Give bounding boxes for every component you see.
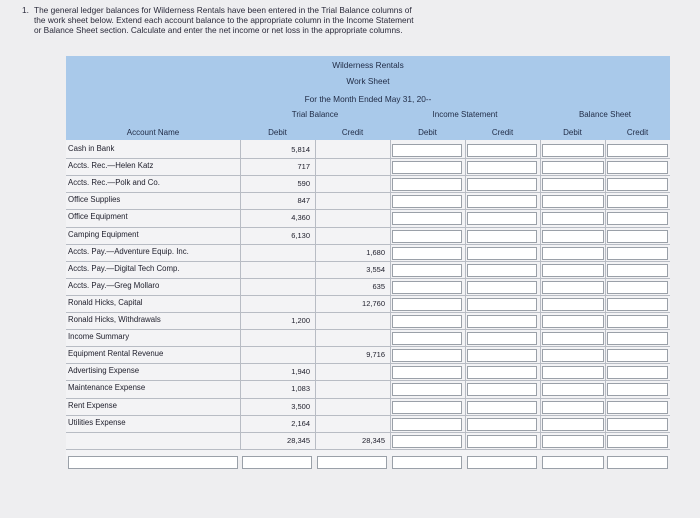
account-name: Accts. Pay.—Adventure Equip. Inc. bbox=[68, 246, 189, 256]
is-debit-input[interactable] bbox=[392, 247, 462, 260]
company-name: Wilderness Rentals bbox=[332, 60, 404, 70]
worksheet bbox=[66, 56, 670, 460]
bs-debit-input[interactable] bbox=[542, 418, 604, 431]
tb-debit-value bbox=[242, 332, 312, 344]
account-name: Ronald Hicks, Withdrawals bbox=[68, 315, 161, 324]
is-debit-input[interactable] bbox=[392, 281, 462, 294]
tb-credit-value: 635 bbox=[372, 281, 385, 291]
is-credit-heading: Credit bbox=[491, 128, 514, 137]
tb-debit-value: 28,345 bbox=[287, 435, 310, 445]
tb-debit-value: 717 bbox=[297, 162, 310, 172]
account-name: Advertising Expense bbox=[68, 366, 140, 376]
is-credit-input[interactable] bbox=[467, 383, 537, 396]
is-debit-input[interactable] bbox=[392, 144, 462, 157]
instructions-line-3: or Balance Sheet section. Calculate and enter the net income or net loss in the appropriate columns. bbox=[34, 25, 403, 35]
bs-credit-input[interactable] bbox=[607, 401, 668, 414]
is-debit-input[interactable] bbox=[392, 418, 462, 431]
account-name: Equipment Rental Revenue bbox=[68, 349, 164, 359]
income-statement-heading: Income Statement bbox=[432, 110, 498, 119]
bs-credit-input[interactable] bbox=[607, 178, 668, 191]
bs-debit-input[interactable] bbox=[542, 264, 604, 277]
bs-debit-input[interactable] bbox=[542, 161, 604, 174]
tb-credit-value bbox=[317, 315, 387, 327]
is-credit-input[interactable] bbox=[467, 247, 537, 260]
tb-debit-value: 1,940 bbox=[291, 367, 310, 377]
is-debit-input[interactable] bbox=[392, 178, 462, 191]
account-name: Accts. Pay.—Digital Tech Comp. bbox=[68, 263, 180, 273]
grid-hline bbox=[66, 227, 670, 228]
bs-debit-input[interactable] bbox=[542, 349, 604, 362]
balance-sheet-heading: Balance Sheet bbox=[578, 110, 632, 119]
account-name: Rent Expense bbox=[68, 400, 117, 410]
net-income-input[interactable] bbox=[242, 456, 312, 469]
bs-credit-input[interactable] bbox=[607, 161, 668, 174]
tb-debit-value bbox=[242, 247, 312, 259]
bs-debit-input[interactable] bbox=[542, 332, 604, 345]
instructions bbox=[22, 5, 504, 35]
is-credit-input[interactable] bbox=[467, 230, 537, 243]
is-credit-input[interactable] bbox=[467, 456, 537, 469]
tb-credit-value bbox=[317, 366, 387, 378]
grid-hline bbox=[66, 295, 670, 296]
grid-hline bbox=[66, 380, 670, 381]
bs-credit-input[interactable] bbox=[607, 264, 668, 277]
tb-credit-value: 9,716 bbox=[366, 350, 385, 360]
is-debit-input[interactable] bbox=[392, 230, 462, 243]
bs-debit-input[interactable] bbox=[542, 298, 604, 311]
bs-credit-input[interactable] bbox=[607, 247, 668, 260]
grid-hline bbox=[66, 158, 670, 159]
bs-credit-input[interactable] bbox=[607, 315, 668, 328]
bs-credit-input[interactable] bbox=[607, 281, 668, 294]
bs-credit-input[interactable] bbox=[607, 456, 668, 469]
bs-debit-heading: Debit bbox=[563, 128, 582, 137]
tb-debit-value bbox=[242, 349, 312, 361]
is-debit-input[interactable] bbox=[392, 366, 462, 379]
account-name: Accts. Pay.—Greg Mollaro bbox=[68, 280, 160, 290]
tb-credit-value bbox=[317, 418, 387, 430]
bs-credit-input[interactable] bbox=[607, 383, 668, 396]
account-name: Camping Equipment bbox=[68, 229, 139, 239]
account-name: Office Equipment bbox=[68, 212, 128, 222]
bs-credit-input[interactable] bbox=[607, 230, 668, 243]
bs-debit-input[interactable] bbox=[542, 435, 604, 448]
is-credit-input[interactable] bbox=[467, 264, 537, 277]
bs-credit-input[interactable] bbox=[607, 418, 668, 431]
is-debit-input[interactable] bbox=[392, 195, 462, 208]
is-debit-input[interactable] bbox=[392, 349, 462, 362]
is-debit-input[interactable] bbox=[392, 264, 462, 277]
tb-debit-heading: Debit bbox=[268, 128, 287, 137]
account-name: Office Supplies bbox=[68, 195, 121, 205]
bs-debit-input[interactable] bbox=[542, 281, 604, 294]
bs-credit-input[interactable] bbox=[607, 212, 668, 225]
is-credit-input[interactable] bbox=[467, 195, 537, 208]
grid-hline bbox=[66, 363, 670, 364]
trial-balance-heading: Trial Balance bbox=[291, 110, 339, 119]
grid-hline bbox=[66, 415, 670, 416]
grid-hline bbox=[66, 209, 670, 210]
worksheet-title: Work Sheet bbox=[346, 76, 390, 86]
tb-debit-value: 2,164 bbox=[291, 418, 310, 428]
tb-credit-value bbox=[317, 230, 387, 242]
tb-credit-value bbox=[317, 401, 387, 413]
bs-credit-heading: Credit bbox=[626, 128, 649, 137]
is-credit-input[interactable] bbox=[467, 178, 537, 191]
bs-debit-input[interactable] bbox=[542, 315, 604, 328]
tb-debit-value: 1,200 bbox=[291, 316, 310, 325]
account-name: Income Summary bbox=[68, 332, 130, 342]
is-credit-input[interactable] bbox=[467, 418, 537, 431]
is-credit-input[interactable] bbox=[467, 349, 537, 362]
instructions-line-1: The general ledger balances for Wilderness Rentals have been entered in the Trial Balance columns of bbox=[34, 5, 412, 15]
tb-debit-value bbox=[242, 298, 312, 310]
tb-debit-value: 5,814 bbox=[291, 145, 310, 154]
grid-hline bbox=[66, 192, 670, 193]
account-name: Maintenance Expense bbox=[68, 383, 146, 393]
grid-hline bbox=[66, 398, 670, 399]
is-debit-input[interactable] bbox=[392, 332, 462, 345]
grid-hline bbox=[66, 329, 670, 330]
bs-credit-input[interactable] bbox=[607, 195, 668, 208]
bs-debit-input[interactable] bbox=[542, 195, 604, 208]
is-debit-input[interactable] bbox=[392, 435, 462, 448]
account-name: Cash in Bank bbox=[68, 144, 115, 153]
bs-debit-input[interactable] bbox=[542, 144, 604, 157]
is-debit-input[interactable] bbox=[392, 212, 462, 225]
bs-debit-input[interactable] bbox=[542, 366, 604, 379]
is-credit-input[interactable] bbox=[467, 212, 537, 225]
account-name: Accts. Rec.—Polk and Co. bbox=[68, 178, 160, 188]
tb-debit-value: 3,500 bbox=[291, 401, 310, 411]
tb-credit-value bbox=[317, 332, 387, 344]
tb-debit-value: 847 bbox=[297, 196, 310, 206]
tb-debit-value: 6,130 bbox=[291, 230, 310, 240]
tb-credit-value bbox=[317, 383, 387, 395]
grid-hline bbox=[66, 449, 670, 450]
tb-credit-value bbox=[317, 212, 387, 224]
is-credit-input[interactable] bbox=[467, 315, 537, 328]
account-name: Utilities Expense bbox=[68, 417, 126, 427]
tb-credit-value: 3,554 bbox=[366, 264, 385, 274]
bs-debit-input[interactable] bbox=[542, 178, 604, 191]
tb-credit-value: 28,345 bbox=[362, 435, 385, 445]
is-debit-heading: Debit bbox=[418, 128, 437, 137]
net-income-input[interactable] bbox=[317, 456, 387, 469]
is-debit-input[interactable] bbox=[392, 383, 462, 396]
bs-credit-input[interactable] bbox=[607, 435, 668, 448]
is-debit-input[interactable] bbox=[392, 315, 462, 328]
account-name: Ronald Hicks, Capital bbox=[68, 297, 143, 307]
is-debit-input[interactable] bbox=[392, 298, 462, 311]
bs-credit-input[interactable] bbox=[607, 332, 668, 345]
tb-credit-heading: Credit bbox=[341, 128, 364, 137]
bs-debit-input[interactable] bbox=[542, 456, 604, 469]
question-number: 1. bbox=[22, 5, 29, 15]
is-credit-input[interactable] bbox=[467, 332, 537, 345]
is-credit-input[interactable] bbox=[467, 298, 537, 311]
tb-debit-value bbox=[242, 281, 312, 293]
tb-credit-value: 12,760 bbox=[362, 298, 385, 308]
is-credit-input[interactable] bbox=[467, 144, 537, 157]
net-income-label-input[interactable] bbox=[68, 456, 238, 469]
tb-credit-value bbox=[317, 144, 387, 156]
bs-credit-input[interactable] bbox=[607, 349, 668, 362]
grid-hline bbox=[66, 432, 670, 433]
instructions-line-2: the work sheet below. Extend each account balance to the appropriate column in the Income Statement bbox=[34, 15, 414, 25]
is-credit-input[interactable] bbox=[467, 401, 537, 414]
tb-debit-value: 4,360 bbox=[291, 213, 310, 223]
is-credit-input[interactable] bbox=[467, 366, 537, 379]
is-debit-input[interactable] bbox=[392, 401, 462, 414]
is-credit-input[interactable] bbox=[467, 281, 537, 294]
tb-debit-value: 590 bbox=[297, 179, 310, 189]
tb-credit-value bbox=[317, 195, 387, 207]
bs-debit-input[interactable] bbox=[542, 401, 604, 414]
bs-credit-input[interactable] bbox=[607, 298, 668, 311]
tb-credit-value: 1,680 bbox=[366, 247, 385, 257]
bs-credit-input[interactable] bbox=[607, 144, 668, 157]
is-credit-input[interactable] bbox=[467, 435, 537, 448]
bs-debit-input[interactable] bbox=[542, 247, 604, 260]
worksheet-period: For the Month Ended May 31, 20-- bbox=[304, 94, 432, 104]
is-credit-input[interactable] bbox=[467, 161, 537, 174]
tb-debit-value: 1,083 bbox=[291, 384, 310, 394]
tb-debit-value bbox=[242, 264, 312, 276]
tb-credit-value bbox=[317, 178, 387, 190]
worksheet-header bbox=[66, 56, 670, 140]
bs-credit-input[interactable] bbox=[607, 366, 668, 379]
bs-debit-input[interactable] bbox=[542, 230, 604, 243]
is-debit-input[interactable] bbox=[392, 456, 462, 469]
tb-credit-value bbox=[317, 161, 387, 173]
bs-debit-input[interactable] bbox=[542, 212, 604, 225]
is-debit-input[interactable] bbox=[392, 161, 462, 174]
account-name-heading: Account Name bbox=[126, 128, 180, 137]
bs-debit-input[interactable] bbox=[542, 383, 604, 396]
account-name: Accts. Rec.—Helen Katz bbox=[68, 161, 154, 171]
